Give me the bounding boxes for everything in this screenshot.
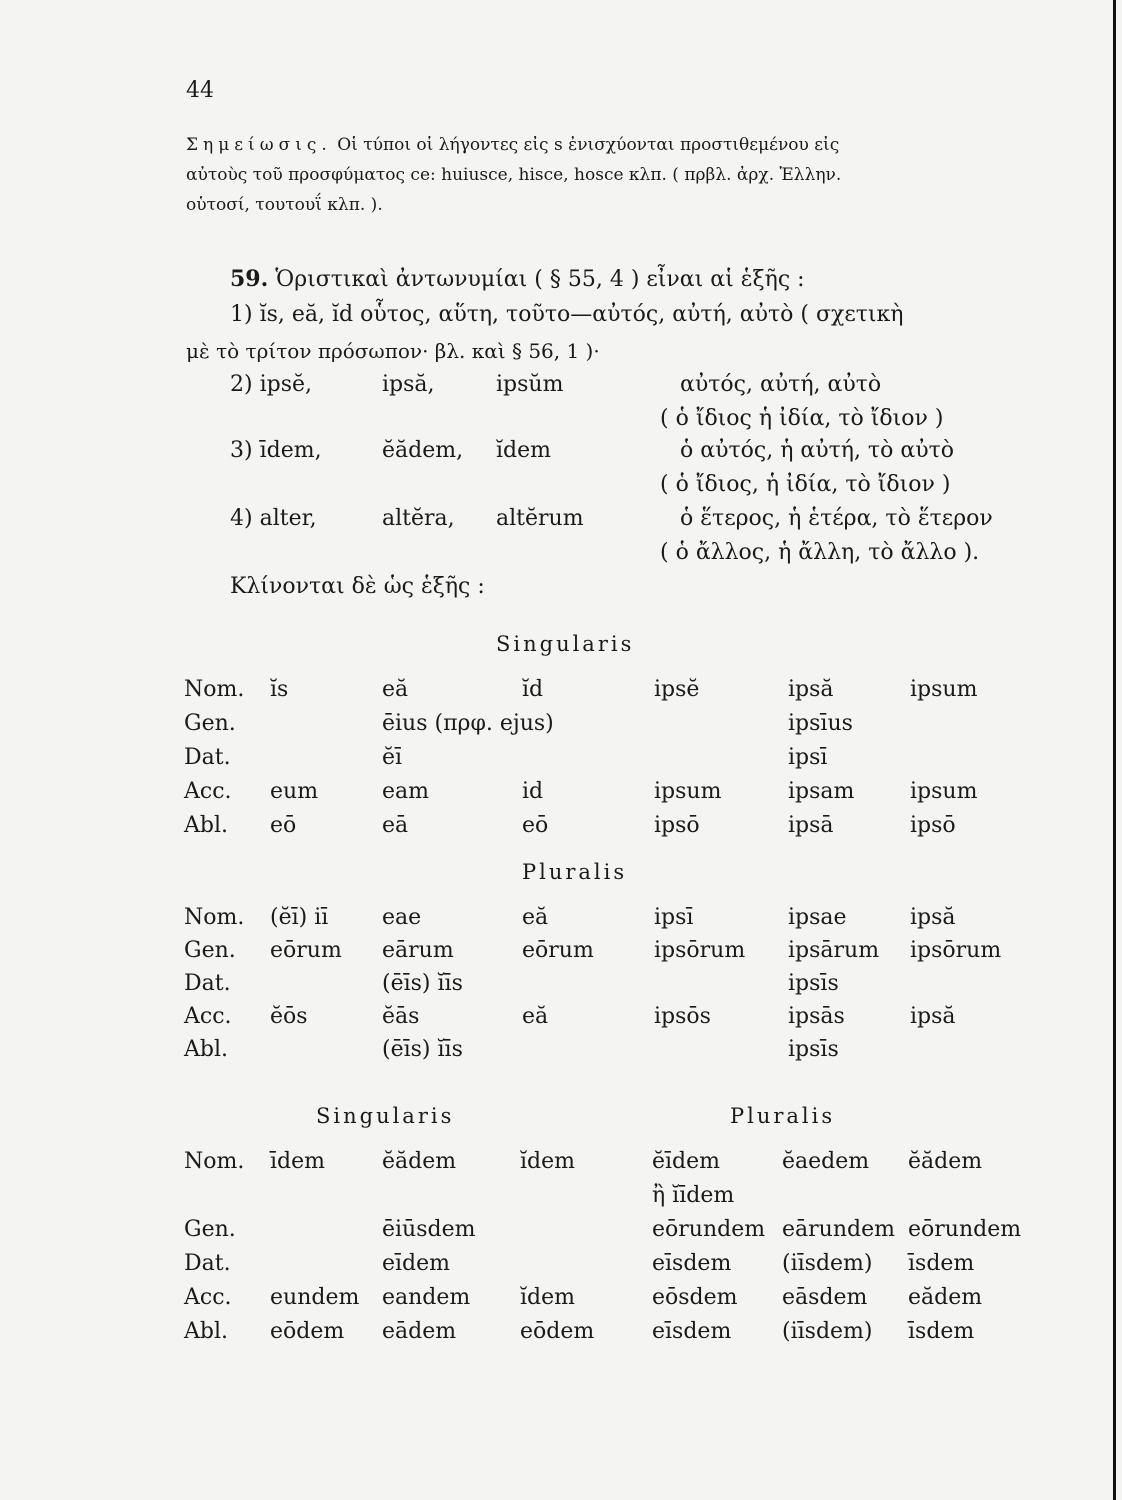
item-4-greek-2: ( ὁ ἄλλος, ἡ ἄλλη, τὸ ἄλλο ).: [660, 540, 980, 565]
item-3-latin-2: ĕădem,: [382, 438, 464, 463]
table-2-cell-r0-c2: ĕădem: [382, 1149, 457, 1174]
table-1-pl-cell-r3-c1: ĕōs: [270, 1004, 308, 1029]
table-2-cell-r2-c5: eārundem: [782, 1217, 895, 1242]
table-2-cell-r5-c0: Abl.: [184, 1319, 228, 1344]
section-heading: [230, 264, 805, 295]
table-1-pl-cell-r3-c5: ipsās: [788, 1004, 845, 1029]
table-1-pl-cell-r4-c5: ipsīs: [788, 1037, 839, 1062]
table-1-pl-cell-r1-c4: ipsōrum: [654, 938, 746, 963]
table-1-sg-cell-r1-c5: ipsīus: [788, 711, 853, 736]
table-1-pl-cell-r3-c4: ipsōs: [654, 1004, 711, 1029]
item-2-greek-2: ( ὁ ἴδιος ἡ ἰδία, τὸ ἴδιον ): [660, 406, 944, 431]
table-2-cell-r3-c0: Dat.: [184, 1251, 231, 1276]
item-3-greek-1: ὁ αὐτός, ἡ αὐτή, τὸ αὐτὸ: [680, 438, 954, 463]
table-2-cell-r3-c2: eīdem: [382, 1251, 451, 1276]
item-2-latin-1: 2) ipsĕ,: [230, 372, 312, 397]
table-1-sg-cell-r4-c1: eō: [270, 813, 297, 838]
item-2-latin-3: ipsŭm: [496, 372, 564, 397]
item-1-line-2: μὲ τὸ τρίτον πρόσωπον· βλ. καὶ § 56, 1 )·: [186, 339, 600, 363]
table-2-cell-r5-c2: eādem: [382, 1319, 457, 1344]
table-1-sg-cell-r0-c6: ipsum: [910, 677, 978, 702]
decline-intro: Κλίνονται δὲ ὡς ἑξῆς :: [230, 574, 485, 599]
table-1-pl-cell-r4-c0: Abl.: [184, 1037, 228, 1062]
table-1-pl-cell-r1-c6: ipsōrum: [910, 938, 1002, 963]
table-1-pl-cell-r0-c2: eae: [382, 905, 422, 930]
note-line-1: Οἱ τύποι οἱ λήγοντες εἰς s ἐνισχύονται προστιθεμένου εἰς: [337, 135, 840, 155]
table-1-sg-cell-r3-c6: ipsum: [910, 779, 978, 804]
table-1-sg-cell-r4-c5: ipsā: [788, 813, 834, 838]
table-2-cell-r0-c6: ĕădem: [908, 1149, 983, 1174]
table-2-singular-heading: Singularis: [316, 1104, 455, 1128]
table-1-pl-cell-r4-c2: (ēīs) ĭīs: [382, 1037, 463, 1062]
table-2-cell-r0-c5: ĕaedem: [782, 1149, 870, 1174]
item-1-line-1: 1) ĭs, eă, ĭd οὗτος, αὕτη, τοῦτο—αὐτός, αὐτή, αὐτὸ ( σχετικὴ: [230, 302, 904, 327]
table-2-cell-r4-c0: Acc.: [184, 1285, 232, 1310]
table-1-pl-cell-r2-c2: (ēīs) ĭīs: [382, 971, 463, 996]
table-1-sg-cell-r1-c2: ēius (πρφ. ejus): [382, 711, 554, 736]
table-2-cell-r5-c6: īsdem: [908, 1319, 975, 1344]
item-3-latin-1: 3) īdem,: [230, 438, 322, 463]
table-1-sg-cell-r4-c2: eā: [382, 813, 409, 838]
section-title: Ὁριστικαὶ ἀντωνυμίαι ( § 55, 4 ) εἶναι αἱ ἑξῆς :: [275, 267, 805, 292]
table-1-sg-cell-r1-c0: Gen.: [184, 711, 236, 736]
item-4-latin-1: 4) alter,: [230, 506, 317, 531]
table-2-cell-r4-c4: eōsdem: [652, 1285, 738, 1310]
table-1-pl-cell-r3-c0: Acc.: [184, 1004, 232, 1029]
note-line-3: οὑτοσί, τουτουΐ κλπ. ).: [186, 195, 383, 215]
table-2-cell-r0-c1: īdem: [270, 1149, 325, 1174]
table-1-sg-cell-r4-c0: Abl.: [184, 813, 228, 838]
item-4-greek-1: ὁ ἕτερος, ἡ ἑτέρα, τὸ ἕτερον: [680, 506, 993, 531]
table-2-cell-r5-c4: eīsdem: [652, 1319, 732, 1344]
table-2-cell-r5-c1: eōdem: [270, 1319, 345, 1344]
table-1-pl-cell-r3-c6: ipsă: [910, 1004, 956, 1029]
table-2-cell-r4-c1: eundem: [270, 1285, 360, 1310]
table-1-singular-heading: Singularis: [496, 632, 635, 656]
table-2-cell-r2-c6: eōrundem: [908, 1217, 1022, 1242]
page-number: 44: [186, 78, 214, 103]
table-2-cell-r0-c3: ĭdem: [520, 1149, 575, 1174]
table-1-pl-cell-r0-c1: (ĕī) iī: [270, 905, 329, 930]
note-label: Σημείωσις.: [186, 135, 332, 155]
note-paragraph: [186, 130, 1036, 220]
table-1-pl-cell-r0-c0: Nom.: [184, 905, 245, 930]
table-2-cell-r0-c0: Nom.: [184, 1149, 245, 1174]
note-line-2: αὐτοὺς τοῦ προσφύματος ce: huiusce, hisce, hosce κλπ. ( πρβλ. ἀρχ. Ἑλλην.: [186, 165, 842, 185]
table-1-pl-cell-r2-c5: ipsīs: [788, 971, 839, 996]
table-1-sg-cell-r3-c4: ipsum: [654, 779, 722, 804]
table-1-pl-cell-r3-c2: ĕās: [382, 1004, 420, 1029]
table-2-cell-r1-c4: ἢ ĭīdem: [652, 1183, 735, 1208]
table-1-pl-cell-r0-c5: ipsae: [788, 905, 847, 930]
item-2-latin-2: ipsă,: [382, 372, 435, 397]
table-1-pl-cell-r1-c3: eōrum: [522, 938, 594, 963]
table-1-sg-cell-r2-c5: ipsī: [788, 745, 828, 770]
table-1-sg-cell-r0-c3: ĭd: [522, 677, 544, 702]
table-2-cell-r2-c0: Gen.: [184, 1217, 236, 1242]
table-2-cell-r3-c5: (iīsdem): [782, 1251, 873, 1276]
table-2-cell-r2-c2: ēiūsdem: [382, 1217, 476, 1242]
table-1-sg-cell-r2-c0: Dat.: [184, 745, 231, 770]
table-1-pl-cell-r2-c0: Dat.: [184, 971, 231, 996]
table-1-sg-cell-r3-c2: eam: [382, 779, 429, 804]
table-1-sg-cell-r4-c4: ipsō: [654, 813, 700, 838]
table-1-sg-cell-r0-c5: ipsă: [788, 677, 834, 702]
section-number: 59.: [230, 266, 269, 292]
table-1-pl-cell-r0-c3: eă: [522, 905, 549, 930]
table-2-cell-r5-c5: (iīsdem): [782, 1319, 873, 1344]
table-1-pl-cell-r1-c0: Gen.: [184, 938, 236, 963]
table-1-sg-cell-r4-c6: ipsō: [910, 813, 956, 838]
table-1-sg-cell-r3-c3: id: [522, 779, 544, 804]
table-2-cell-r4-c2: eandem: [382, 1285, 471, 1310]
table-1-sg-cell-r3-c5: ipsam: [788, 779, 855, 804]
table-2-cell-r5-c3: eōdem: [520, 1319, 595, 1344]
table-1-pl-cell-r0-c4: ipsī: [654, 905, 694, 930]
item-2-greek-1: αὐτός, αὐτή, αὐτὸ: [680, 372, 882, 397]
table-1-pl-cell-r1-c2: eārum: [382, 938, 454, 963]
table-1-pl-cell-r3-c3: eă: [522, 1004, 549, 1029]
table-2-cell-r3-c6: īsdem: [908, 1251, 975, 1276]
item-4-latin-3: altĕrum: [496, 506, 584, 531]
table-1-pl-cell-r1-c5: ipsārum: [788, 938, 880, 963]
item-3-latin-3: ĭdem: [496, 438, 551, 463]
table-1-pl-cell-r0-c6: ipsă: [910, 905, 956, 930]
table-1-plural-heading: Pluralis: [522, 860, 628, 884]
item-3-greek-2: ( ὁ ἴδιος, ἡ ἰδία, τὸ ἴδιον ): [660, 472, 951, 497]
table-1-sg-cell-r4-c3: eō: [522, 813, 549, 838]
item-4-latin-2: altĕra,: [382, 506, 455, 531]
table-1-sg-cell-r0-c4: ipsĕ: [654, 677, 700, 702]
table-2-cell-r0-c4: ĕīdem: [652, 1149, 721, 1174]
table-1-pl-cell-r1-c1: eōrum: [270, 938, 342, 963]
table-1-sg-cell-r0-c2: eă: [382, 677, 409, 702]
page-edge-line: [1113, 0, 1116, 1500]
table-2-cell-r3-c4: eīsdem: [652, 1251, 732, 1276]
table-1-sg-cell-r0-c1: ĭs: [270, 677, 289, 702]
table-1-sg-cell-r3-c0: Acc.: [184, 779, 232, 804]
table-2-plural-heading: Pluralis: [730, 1104, 836, 1128]
table-2-cell-r4-c6: eădem: [908, 1285, 983, 1310]
table-2-cell-r2-c4: eōrundem: [652, 1217, 766, 1242]
table-1-sg-cell-r3-c1: eum: [270, 779, 319, 804]
table-2-cell-r4-c5: eāsdem: [782, 1285, 868, 1310]
table-1-sg-cell-r0-c0: Nom.: [184, 677, 245, 702]
table-1-sg-cell-r2-c2: ĕī: [382, 745, 403, 770]
table-2-cell-r4-c3: ĭdem: [520, 1285, 575, 1310]
